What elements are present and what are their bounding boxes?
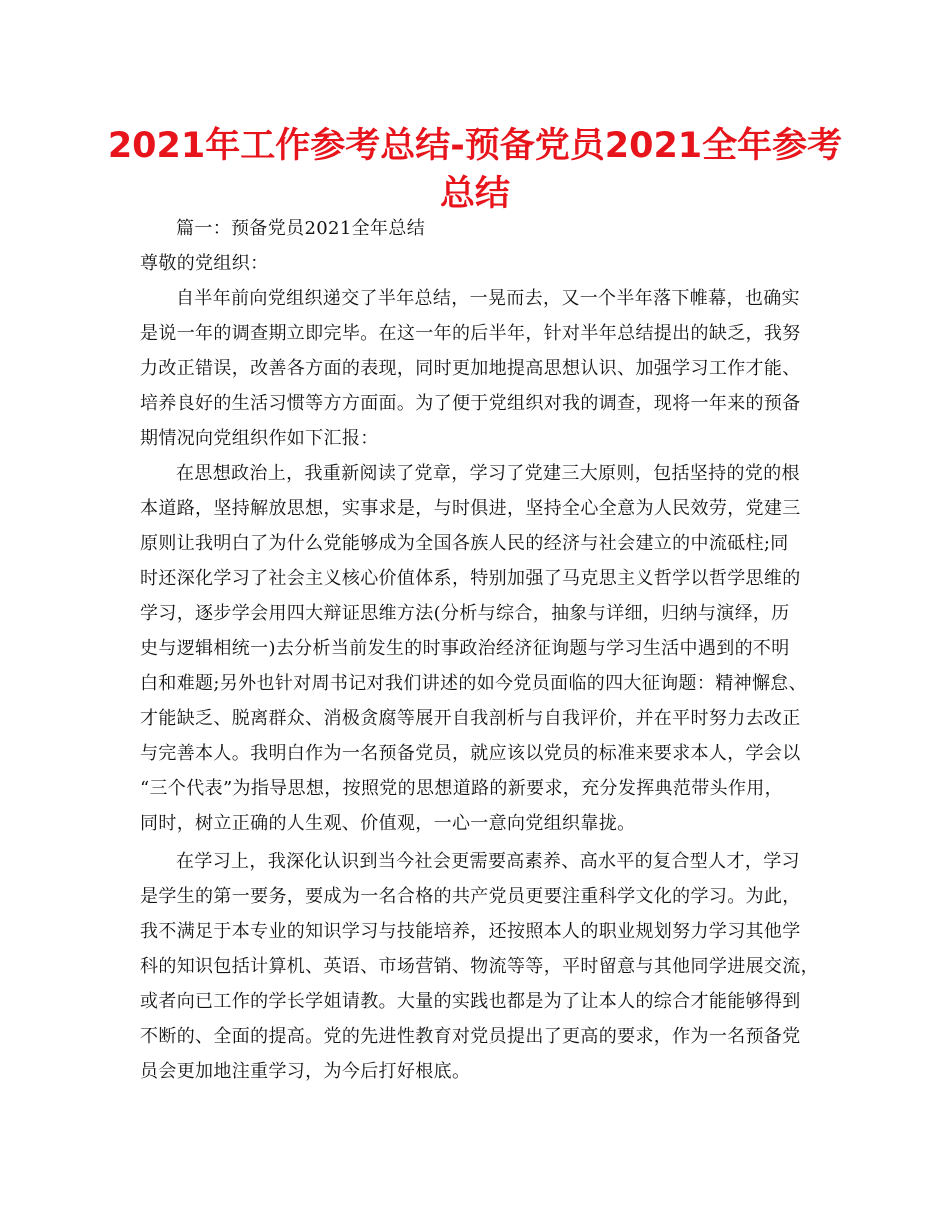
paragraph-line: “三个代表”为指导思想，按照党的思想道路的新要求，充分发挥典范带头作用， bbox=[140, 778, 784, 799]
paragraph-line: 是说一年的调查期立即完毕。在这一年的后半年，针对半年总结提出的缺乏，我努 bbox=[140, 323, 801, 344]
section-subheading: 篇一：预备党员2021全年总结 bbox=[176, 218, 426, 239]
paragraph-line: 或者向已工作的学长学姐请教。大量的实践也都是为了让本人的综合才能能够得到 bbox=[140, 991, 801, 1012]
paragraph-line: 白和难题;另外也针对周书记对我们讲述的如今党员面临的四大征询题：精神懈怠、 bbox=[140, 673, 808, 694]
paragraph-line: 我不满足于本专业的知识学习与技能培养，还按照本人的职业规划努力学习其他学 bbox=[140, 921, 801, 942]
document-title-line-2: 总结 bbox=[439, 174, 510, 214]
paragraph-line: 力改正错误，改善各方面的表现，同时更加地提高思想认识、加强学习工作才能、 bbox=[140, 358, 801, 379]
paragraph-line: 在学习上，我深化认识到当今社会更需要高素养、高水平的复合型人才，学习 bbox=[176, 851, 800, 872]
paragraph-line: 是学生的第一要务，要成为一名合格的共产党员更要注重科学文化的学习。为此， bbox=[140, 886, 801, 907]
paragraph-line: 在思想政治上，我重新阅读了党章，学习了党建三大原则，包括坚持的党的根 bbox=[176, 463, 800, 484]
paragraph-line: 原则让我明白了为什么党能够成为全国各族人民的经济与社会建立的中流砥柱;同 bbox=[140, 533, 789, 554]
paragraph-line: 才能缺乏、脱离群众、消极贪腐等展开自我剖析与自我评价，并在平时努力去改正 bbox=[140, 708, 801, 729]
paragraph-line: 同时，树立正确的人生观、价值观，一心一意向党组织靠拢。 bbox=[140, 813, 636, 834]
salutation: 尊敬的党组织： bbox=[140, 253, 269, 274]
paragraph-line: 史与逻辑相统一)去分析当前发生的时事政治经济征询题与学习生活中遇到的不明 bbox=[140, 638, 790, 659]
paragraph-line: 学习，逐步学会用四大辩证思维方法(分析与综合，抽象与详细，归纳与演绎，历 bbox=[140, 603, 790, 624]
paragraph-line: 时还深化学习了社会主义核心价值体系，特别加强了马克思主义哲学以哲学思维的 bbox=[140, 568, 801, 589]
paragraph-line: 本道路，坚持解放思想，实事求是，与时俱进，坚持全心全意为人民效劳，党建三 bbox=[140, 498, 801, 519]
paragraph-line: 期情况向党组织作如下汇报： bbox=[140, 428, 379, 449]
document-title-line-1: 2021年工作参考总结-预备党员2021全年参考 bbox=[107, 126, 843, 166]
paragraph-line: 科的知识包括计算机、英语、市场营销、物流等等，平时留意与其他同学进展交流， bbox=[140, 956, 819, 977]
paragraph-line: 不断的、全面的提高。党的先进性教育对党员提出了更高的要求，作为一名预备党 bbox=[140, 1026, 801, 1047]
paragraph-line: 员会更加地注重学习，为今后打好根底。 bbox=[140, 1061, 471, 1082]
paragraph-line: 自半年前向党组织递交了半年总结，一晃而去，又一个半年落下帷幕，也确实 bbox=[176, 288, 800, 309]
paragraph-line: 培养良好的生活习惯等方方面面。为了便于党组织对我的调查，现将一年来的预备 bbox=[140, 393, 801, 414]
paragraph-line: 与完善本人。我明白作为一名预备党员，就应该以党员的标准来要求本人，学会以 bbox=[140, 743, 801, 764]
